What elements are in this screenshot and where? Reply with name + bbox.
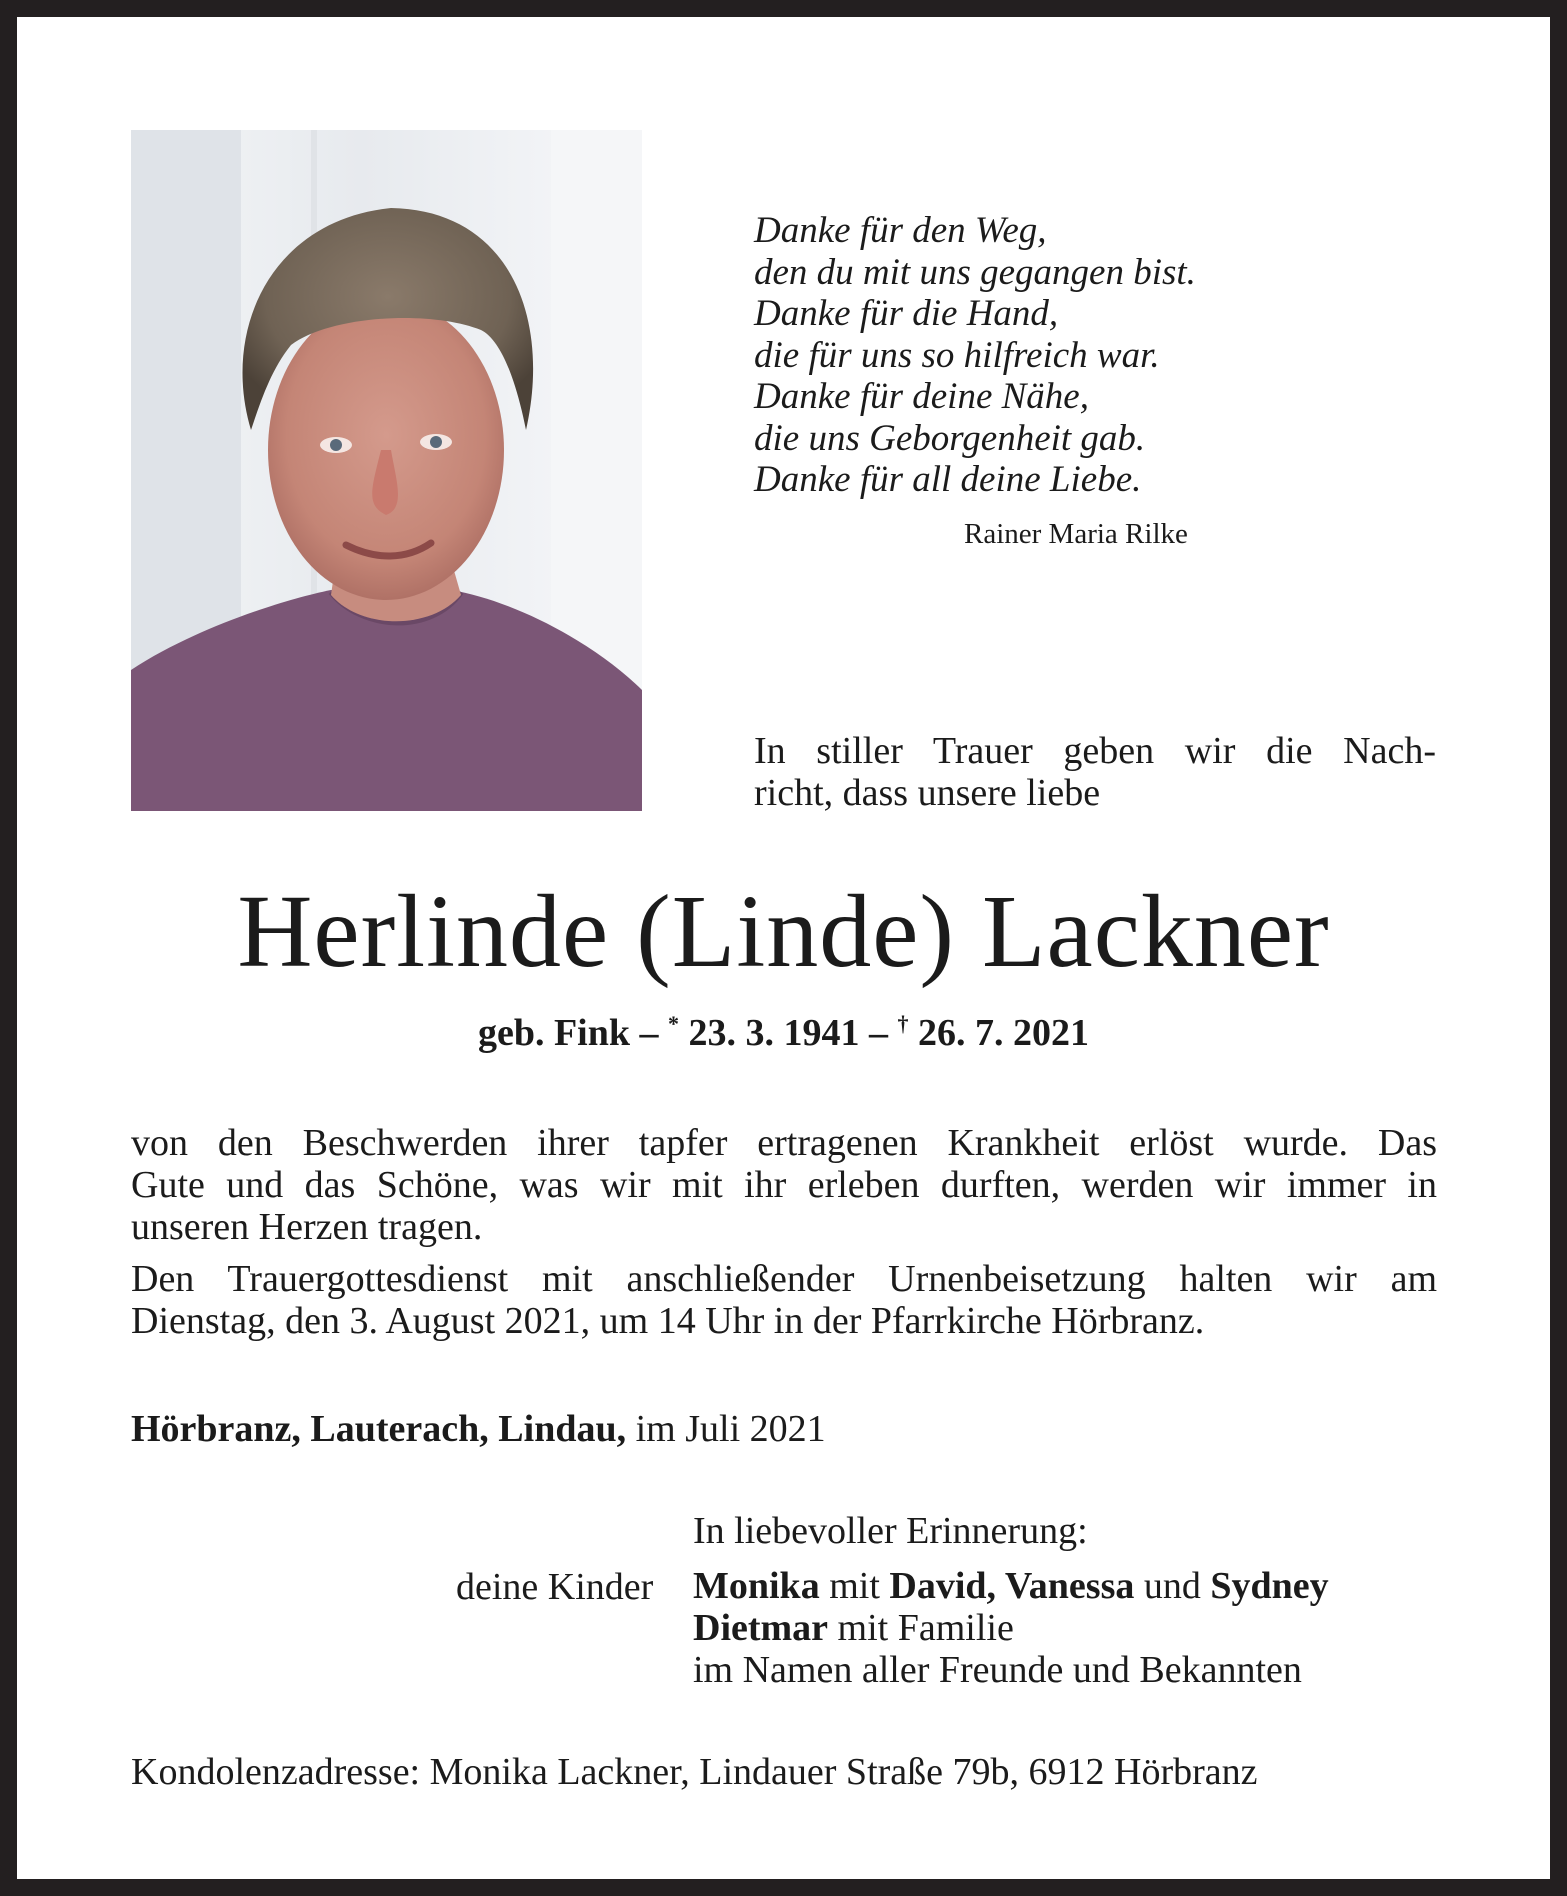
body-line: Dienstag, den 3. August 2021, um 14 Uhr in der Pfarrkirche Hörbranz. <box>131 1300 1205 1342</box>
mourner-name: Sydney <box>1210 1565 1329 1607</box>
mourner-name: David, Vanessa <box>889 1565 1135 1607</box>
poem-line: die für uns so hilfreich war. <box>754 334 1160 376</box>
mourner-line: im Namen aller Freunde und Bekannten <box>693 1649 1302 1691</box>
paragraph-2 <box>131 1258 1437 1342</box>
poem-line: Danke für die Hand, <box>754 293 1059 334</box>
intro-text <box>754 730 1436 814</box>
memory-heading: In liebevoller Erinnerung: <box>693 1510 1088 1552</box>
poem-line: Danke für deine Nähe, <box>754 376 1089 417</box>
intro-line: In stiller Trauer geben wir die Nach- <box>754 730 1436 772</box>
mourner-name: Monika <box>693 1565 820 1607</box>
places-towns: Hörbranz, Lauterach, Lindau, <box>131 1408 627 1450</box>
condolence-address: Kondolenzadresse: Monika Lackner, Lindauer Straße 79b, 6912 Hörbranz <box>131 1751 1258 1793</box>
birth-date: 23. 3. 1941 <box>688 1012 860 1054</box>
death-date: 26. 7. 2021 <box>918 1012 1090 1054</box>
mourner-line <box>693 1607 1329 1649</box>
deceased-name: Herlinde (Linde) Lackner <box>237 874 1330 989</box>
poem-line: Danke für den Weg, <box>754 210 1047 251</box>
announcement-body <box>131 1122 1437 1342</box>
paragraph-1 <box>131 1122 1437 1248</box>
body-line: Gute und das Schöne, was wir mit ihr erleben durften, werden wir immer in <box>131 1164 1437 1206</box>
poem-author: Rainer Maria Rilke <box>964 518 1188 550</box>
portrait-photo <box>131 130 642 811</box>
connector-text: mit <box>829 1565 880 1607</box>
kids-label: deine Kinder <box>456 1566 654 1608</box>
mourners-list <box>693 1565 1329 1691</box>
mourner-line <box>693 1565 1329 1607</box>
intro-line: richt, dass unsere liebe <box>754 772 1101 814</box>
poem <box>754 210 1196 501</box>
connector-text: und <box>1143 1565 1201 1607</box>
mourner-name: Dietmar <box>693 1607 829 1649</box>
body-line: von den Beschwerden ihrer tapfer ertragenen Krankheit erlöst wurde. Das <box>131 1122 1437 1164</box>
poem-line: die uns Geborgenheit gab. <box>754 417 1146 459</box>
birth-symbol: * <box>668 1011 680 1036</box>
places-date <box>131 1407 826 1451</box>
body-line: unseren Herzen tragen. <box>131 1206 483 1248</box>
death-symbol: † <box>897 1011 909 1036</box>
life-dates: geb. Fink – * 23. 3. 1941 – † 26. 7. 2021 <box>477 1011 1090 1054</box>
poem-line: den du mit uns gegangen bist. <box>754 251 1196 293</box>
poem-line: Danke für all deine Liebe. <box>754 459 1142 500</box>
body-line: Den Trauergottesdienst mit anschließender Urnenbeisetzung halten wir am <box>131 1258 1437 1300</box>
places-month: im Juli 2021 <box>635 1408 826 1450</box>
connector-text: mit Familie <box>837 1607 1014 1649</box>
birth-name: geb. Fink <box>477 1012 631 1054</box>
